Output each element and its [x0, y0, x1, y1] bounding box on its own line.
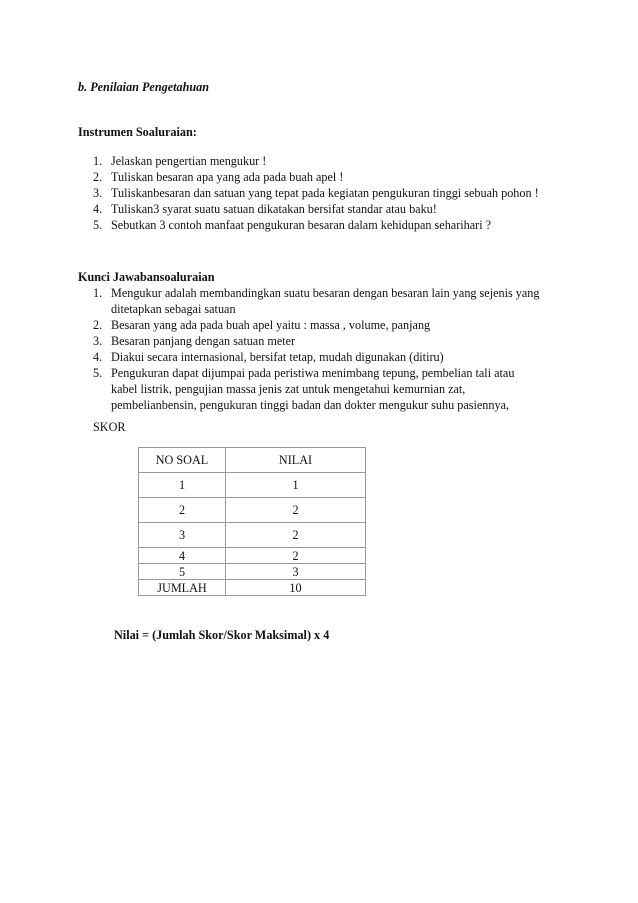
section-title: b. Penilaian Pengetahuan — [78, 80, 210, 94]
item-text: Tuliskan besaran apa yang ada pada buah apel ! — [111, 170, 344, 184]
list-item — [0, 217, 541, 233]
item-number: 3. — [93, 334, 103, 348]
list-item — [0, 169, 541, 185]
item-text: Mengukur adalah membandingkan suatu besaran dengan besaran lain yang sejenis yang ditetapkan sebagai satuan — [111, 286, 540, 316]
list-item — [0, 285, 541, 317]
item-text: Tuliskanbesaran dan satuan yang tepat pada kegiatan pengukuran tinggi sebuah pohon ! — [111, 186, 539, 200]
table-row — [139, 523, 366, 548]
cell-nilai: 3 — [226, 564, 366, 580]
item-text: Diakui secara internasional, bersifat tetap, mudah digunakan (ditiru) — [111, 350, 444, 364]
table-row — [139, 498, 366, 523]
item-number: 2. — [93, 318, 103, 332]
list-item — [0, 317, 541, 333]
cell-nilai: 2 — [226, 523, 366, 548]
questions-heading: Instrumen Soaluraian: — [78, 125, 197, 139]
table-total-row — [139, 580, 366, 596]
item-number: 3. — [93, 186, 103, 200]
cell-nilai: 1 — [226, 473, 366, 498]
item-text: Pengukuran dapat dijumpai pada peristiwa menimbang tepung, pembelian tali atau kabel listrik, pengujian massa jenis zat untuk mengetahui kemurnian zat, pembelianbensin, pengukuran tinggi badan dan dokter mengukur suhu pasiennya, — [111, 366, 515, 412]
table-row — [139, 548, 366, 564]
cell-no: 4 — [139, 548, 226, 564]
score-formula: Nilai = (Jumlah Skor/Skor Maksimal) x 4 — [114, 628, 330, 642]
cell-no: 3 — [139, 523, 226, 548]
questions-list — [0, 153, 541, 233]
list-item — [0, 365, 541, 413]
item-text: Besaran yang ada pada buah apel yaitu : massa , volume, panjang — [111, 318, 431, 332]
table-row — [139, 564, 366, 580]
table-row — [139, 473, 366, 498]
cell-nilai: 2 — [226, 498, 366, 523]
score-table — [138, 447, 366, 596]
cell-no: 5 — [139, 564, 226, 580]
item-text: Jelaskan pengertian mengukur ! — [111, 154, 267, 168]
cell-no: 2 — [139, 498, 226, 523]
list-item — [0, 153, 541, 169]
list-item — [0, 349, 541, 365]
header-no-soal: NO SOAL — [139, 448, 226, 473]
list-item — [0, 185, 541, 201]
cell-nilai: 2 — [226, 548, 366, 564]
item-text: Tuliskan3 syarat suatu satuan dikatakan bersifat standar atau baku! — [111, 202, 437, 216]
skor-label: SKOR — [93, 420, 126, 434]
item-number: 1. — [93, 154, 103, 168]
table-header-row — [139, 448, 366, 473]
header-nilai: NILAI — [226, 448, 366, 473]
item-number: 5. — [93, 218, 103, 232]
item-number: 1. — [93, 286, 103, 300]
item-number: 2. — [93, 170, 103, 184]
item-number: 4. — [93, 202, 103, 216]
answers-heading: Kunci Jawabansoaluraian — [78, 270, 215, 284]
item-number: 5. — [93, 366, 103, 380]
item-text: Besaran panjang dengan satuan meter — [111, 334, 296, 348]
cell-no: 1 — [139, 473, 226, 498]
list-item — [0, 333, 541, 349]
list-item — [0, 201, 541, 217]
cell-total-value: 10 — [226, 580, 366, 596]
cell-total-label: JUMLAH — [139, 580, 226, 596]
answers-list — [0, 285, 541, 413]
item-number: 4. — [93, 350, 103, 364]
item-text: Sebutkan 3 contoh manfaat pengukuran besaran dalam kehidupan seharihari ? — [111, 218, 492, 232]
